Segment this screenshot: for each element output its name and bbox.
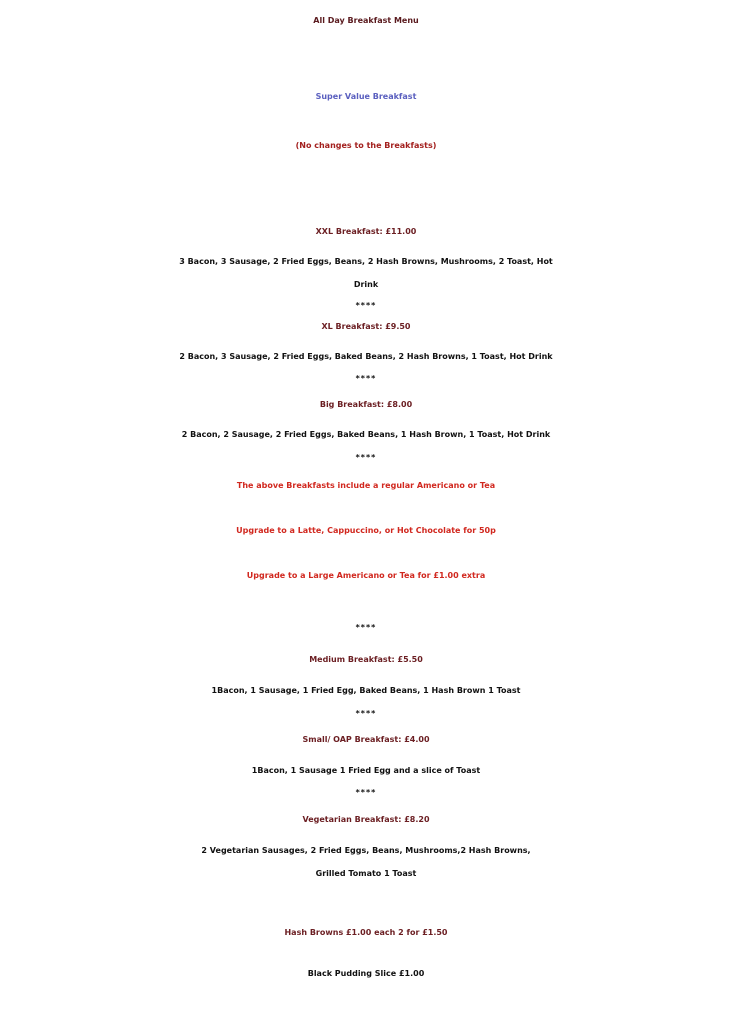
item-big-description: 2 Bacon, 2 Sausage, 2 Fried Eggs, Baked Beans, 1 Hash Brown, 1 Toast, Hot Drink — [181, 430, 551, 439]
no-changes-notice: (No changes to the Breakfasts) — [295, 141, 437, 150]
separator: **** — [355, 709, 377, 718]
item-xxl-description-line1: 3 Bacon, 3 Sausage, 2 Fried Eggs, Beans, 2 Hash Browns, Mushrooms, 2 Toast, Hot — [179, 257, 553, 266]
drink-note-included: The above Breakfasts include a regular Americano or Tea — [236, 481, 496, 490]
item-medium-description: 1Bacon, 1 Sausage, 1 Fried Egg, Baked Beans, 1 Hash Brown 1 Toast — [211, 686, 521, 695]
drink-note-upgrade-large: Upgrade to a Large Americano or Tea for £1.00 extra — [246, 571, 486, 580]
item-small-oap-breakfast: Small/ OAP Breakfast: £4.00 — [302, 735, 430, 744]
drink-note-upgrade-latte: Upgrade to a Latte, Cappuccino, or Hot Chocolate for 50p — [236, 526, 496, 535]
item-medium-breakfast: Medium Breakfast: £5.50 — [309, 655, 423, 664]
item-vegetarian-description-line2: Grilled Tomato 1 Toast — [315, 869, 417, 878]
item-vegetarian-description-line1: 2 Vegetarian Sausages, 2 Fried Eggs, Beans, Mushrooms,2 Hash Browns, — [201, 846, 531, 855]
separator: **** — [355, 453, 377, 462]
item-small-oap-description: 1Bacon, 1 Sausage 1 Fried Egg and a slice of Toast — [251, 766, 481, 775]
separator: **** — [355, 623, 377, 632]
separator: **** — [355, 374, 377, 383]
item-xl-description: 2 Bacon, 3 Sausage, 2 Fried Eggs, Baked Beans, 2 Hash Browns, 1 Toast, Hot Drink — [179, 352, 553, 361]
item-xxl-description-line2: Drink — [353, 280, 379, 289]
menu-subtitle: Super Value Breakfast — [315, 92, 417, 101]
item-big-breakfast: Big Breakfast: £8.00 — [319, 400, 413, 409]
separator: **** — [355, 301, 377, 310]
item-xl-breakfast: XL Breakfast: £9.50 — [321, 322, 411, 331]
extra-black-pudding: Black Pudding Slice £1.00 — [307, 969, 425, 978]
item-vegetarian-breakfast: Vegetarian Breakfast: £8.20 — [302, 815, 430, 824]
extra-hash-browns: Hash Browns £1.00 each 2 for £1.50 — [284, 928, 448, 937]
separator: **** — [355, 788, 377, 797]
item-xxl-breakfast: XXL Breakfast: £11.00 — [315, 227, 417, 236]
menu-title: All Day Breakfast Menu — [313, 16, 419, 25]
